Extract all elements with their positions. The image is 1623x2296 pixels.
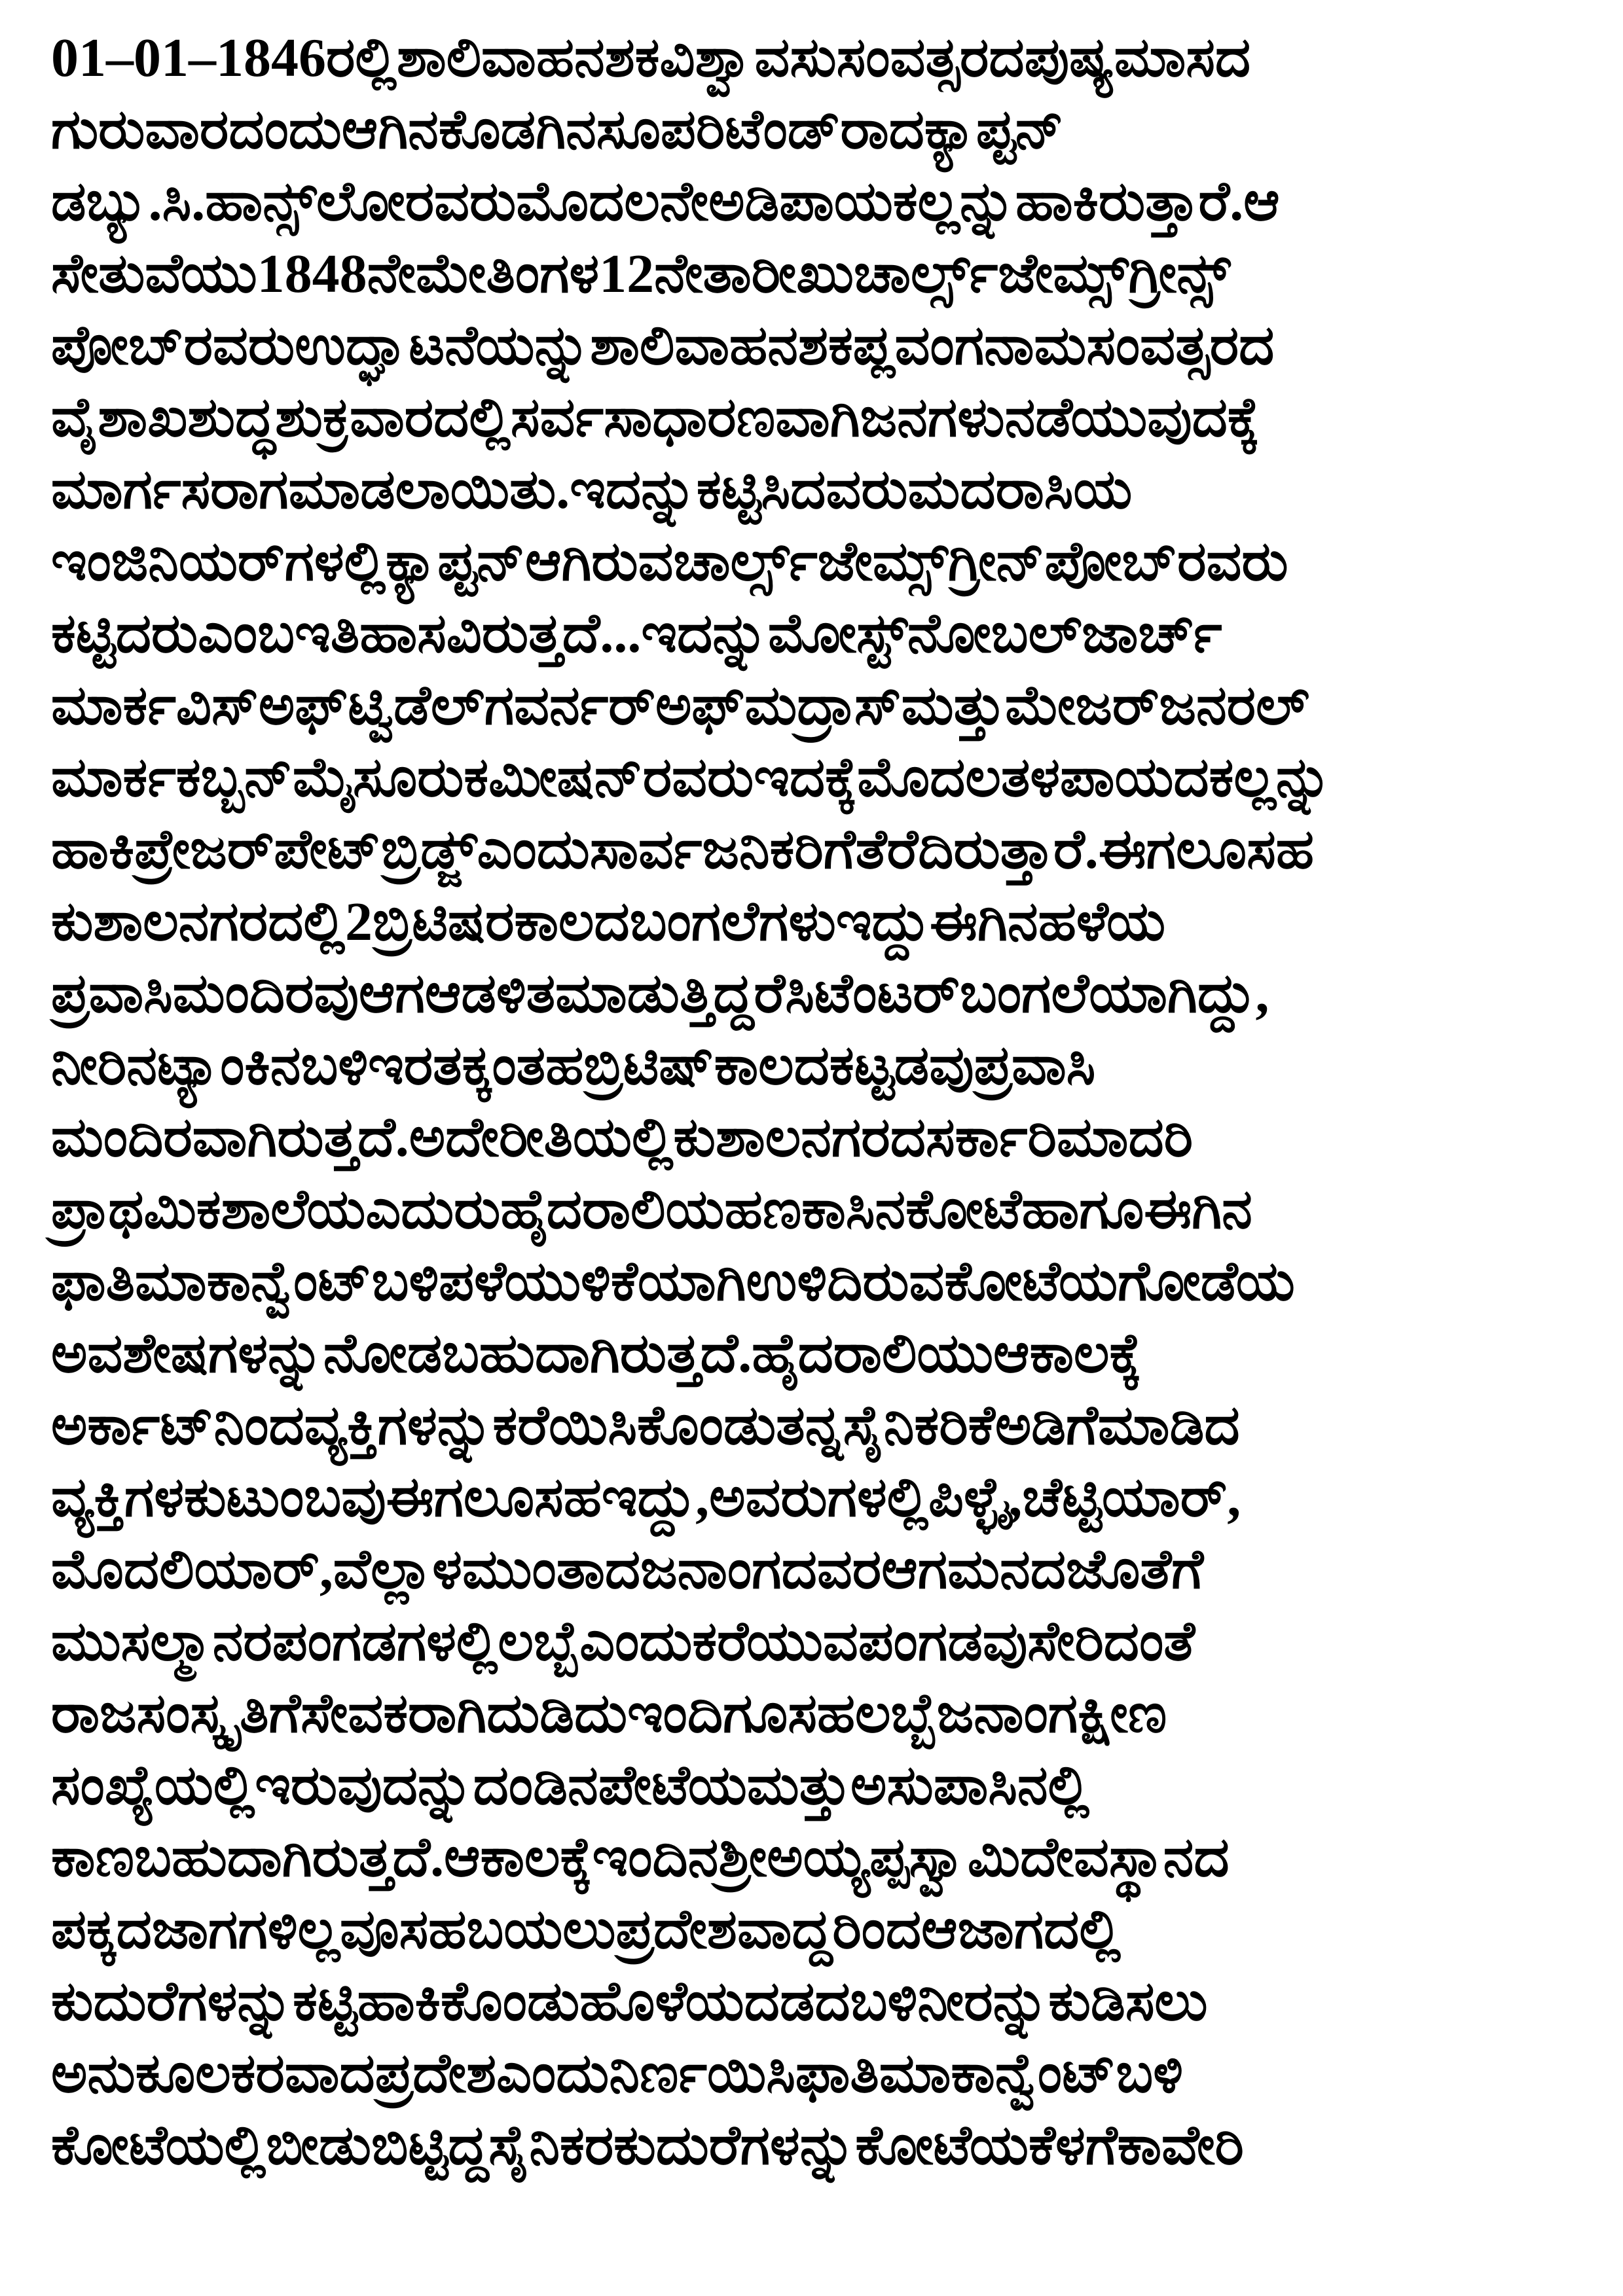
word: ಅದೇ: [409, 1107, 499, 1168]
word: ವ್ಯಕ್ತಿಗಳನ್ನು: [304, 1395, 493, 1456]
word: ಕ್ಷೀಣ: [1078, 1683, 1167, 1744]
word: ಎಂದು: [496, 2043, 610, 2104]
word: ಪಿಳ್ಳೈ,: [928, 1467, 1023, 1528]
text-line: [51, 740, 1614, 812]
word: ಮೈಸೂರು: [293, 747, 464, 808]
word: ಮದರಾಸಿಯ: [907, 459, 1133, 520]
word: ತನ್ನ: [776, 1395, 843, 1456]
text-line: [51, 92, 1614, 164]
text-line: [51, 236, 1614, 308]
word: ಕೋಟೆಯಲ್ಲಿ: [51, 2115, 266, 2176]
word: ಉಳಿದಿರುವ: [746, 1251, 945, 1312]
word: ದೇವಸ್ಥಾನದ: [1020, 1827, 1230, 1888]
word: ಸರ್ವಸಾಧಾರಣವಾಗಿ: [510, 387, 860, 448]
word: ಕ್ಯಾಪ್ಟನ್: [386, 531, 526, 592]
word: ಅರ್ಕಾಟ್‌ನಿಂದ: [51, 1395, 304, 1456]
word: ಬಿಟ್ಟಿದ್ದ: [371, 2115, 489, 2176]
body-text: [51, 20, 1614, 2179]
text-line: [51, 1172, 1614, 1244]
text-line: [51, 524, 1614, 596]
word: ಬಳಿ: [850, 1971, 918, 2032]
word: ರೆಸಿಟೆಂಟರ್: [754, 963, 960, 1024]
word: ಇರತಕ್ಕಂತಹ: [368, 1035, 584, 1096]
word: ಆ: [921, 1899, 958, 1960]
word: ಇರುವುದನ್ನು: [255, 1755, 473, 1816]
word: ಲಬ್ಬೆ: [855, 1683, 937, 1744]
word: ಬೀಡು: [266, 2115, 371, 2176]
text-line: [51, 1964, 1614, 2036]
text-line: [51, 1604, 1614, 1676]
word: ಕಾನ್ವೆಂಟ್: [206, 1251, 372, 1312]
word: ನಡೆಯುವುದಕ್ಕೆ: [1004, 387, 1260, 448]
word: ಸಂವತ್ಸರದ: [836, 27, 1025, 88]
word: ನೀರನ್ನು: [917, 1971, 1049, 2032]
word: ವ್ಯಕ್ತಿಗಳ: [51, 1467, 185, 1528]
word: ಸೇತುವೆಯು: [51, 243, 257, 304]
word: ಮದ್ರಾಸ್: [744, 675, 902, 736]
word: ವೆಲ್ಲಾಳ: [333, 1539, 462, 1600]
word: ಸಹ: [1247, 819, 1314, 880]
word: ಕಬ್ಬನ್: [175, 747, 293, 808]
word: ಪಳೆಯುಳಿಕೆಯಾಗಿ: [439, 1251, 746, 1312]
text-line: [51, 1388, 1614, 1460]
word: ಕಾಲದ: [714, 1035, 830, 1096]
word: ಕಾನ್ವೆಂಟ್: [951, 2043, 1116, 2104]
word: ಮೊದಲನೇ: [516, 171, 709, 232]
word: ಕುಶಾಲನಗರದಲ್ಲಿ: [51, 891, 345, 952]
word: ಇದನ್ನು: [641, 603, 768, 664]
word: ರಾಜಸಂಸ್ಕೃತಿಗೆ: [51, 1683, 301, 1744]
word: ಅಫ್: [655, 675, 745, 736]
word: 12ನೇ: [599, 243, 703, 304]
word: ಮಾದರಿ: [1056, 1107, 1194, 1168]
word: ನೋಬಲ್: [907, 603, 1082, 664]
word: ಮಾರ್ಕ: [51, 747, 176, 808]
word: ಬಳಿ: [371, 1251, 439, 1312]
word: ದಂಡಿನಪೇಟೆಯ: [473, 1755, 747, 1816]
word: ಹೊಳೆಯ: [579, 1971, 744, 2032]
word: ಇದನ್ನು: [570, 459, 697, 520]
word: ವೈಶಾಖ: [51, 387, 188, 448]
text-line: [51, 1100, 1614, 1172]
word: ಈಗಲೂ: [1098, 819, 1247, 880]
word: ಶಾಲೆಯ: [221, 1179, 366, 1240]
word: ಬ್ರಿಟಿಷರ: [372, 891, 515, 952]
word: ಕಟ್ಟಿದರು: [51, 603, 198, 664]
text-line: [51, 1892, 1614, 1964]
word: ಶುದ್ಧ: [187, 387, 276, 448]
word: ಇದ್ದು,: [601, 1467, 710, 1528]
word: ಜನರಲ್: [1159, 675, 1309, 736]
text-line: [51, 2108, 1614, 2179]
word: ಬಳಿ: [301, 1035, 369, 1096]
word: ತಾರೀಖು: [702, 243, 854, 304]
word: ಪ್ರವಾಸಿ: [974, 1035, 1096, 1096]
word: ಪ್ರೇಜರ್: [134, 819, 274, 880]
word: ಕೋಟೆಯ: [944, 1251, 1118, 1312]
text-line: [51, 2036, 1614, 2108]
word: ಅಡಿಪಾಯ: [708, 171, 893, 232]
word: ಎದುರು: [365, 1179, 501, 1240]
word: ಹೈದರಾಲಿಯು: [752, 1323, 994, 1384]
word: ಗೋಡೆಯ: [1118, 1251, 1295, 1312]
word: ಇದಕ್ಕೆ: [754, 747, 858, 808]
word: ಶಕಪ್ಲವಂಗನಾಮ: [797, 315, 1087, 376]
text-line: [51, 668, 1614, 740]
word: 01–01–1846ರಲ್ಲಿ: [51, 27, 397, 88]
word: ಅವಶೇಷಗಳನ್ನು: [51, 1323, 323, 1384]
word: ಕಲ್ಲನ್ನು: [892, 171, 1015, 232]
word: ಕಟ್ಟಡವು: [829, 1035, 974, 1096]
text-line: [51, 1244, 1614, 1316]
word: ಕಟ್ಟಿಸಿದವರು: [696, 459, 908, 520]
word: ಮಾಡುತ್ತಿದ್ದ: [555, 963, 754, 1024]
word: ಇತಿಹಾಸವಿರುತ್ತದೆ...: [295, 603, 642, 664]
word: ಪುಷ್ಯಮಾಸದ: [1024, 27, 1251, 88]
word: ಇಂಜಿನಿಯರ್‌ಗಳಲ್ಲಿ: [51, 531, 386, 592]
word: ಕರೆಯಿಸಿಕೊಂಡು: [492, 1395, 776, 1456]
word: ಲಬ್ಬೆ: [498, 1611, 580, 1672]
text-line: [51, 452, 1614, 524]
word: ಪಂಗಡಗಳಲ್ಲಿ: [272, 1611, 498, 1672]
word: ಸಾರ್ವಜನಿಕರಿಗೆ: [589, 819, 856, 880]
word: ಶ್ರೀ: [718, 1827, 767, 1888]
word: ಸೈನಿಕರ: [488, 2115, 614, 2176]
word: ಹಣಕಾಸಿನ: [724, 1179, 906, 1240]
word: ಚಾರ್ಲ್ಸ್‌ಜೇಮ್ಸ್: [854, 243, 1129, 304]
word: ಮೊದಲ: [857, 747, 1001, 808]
text-line: [51, 1676, 1614, 1748]
word: ದುಡಿದು: [486, 1683, 628, 1744]
word: ಸಹ: [788, 1683, 856, 1744]
word: ಕುದುರೆಗಳನ್ನು: [613, 2115, 856, 2176]
word: ಆ: [1243, 171, 1280, 232]
word: ಪೇಟ್: [274, 819, 382, 880]
word: ಆ: [993, 1323, 1030, 1384]
word: ಸಹ: [534, 1467, 602, 1528]
word: ಸಂಖ್ಯೆಯಲ್ಲಿ: [51, 1755, 255, 1816]
word: ಜೊತೆಗೆ: [1066, 1539, 1204, 1600]
text-line: [51, 1316, 1614, 1388]
word: ಮಂದಿರವಾಗಿರುತ್ತದೆ.: [51, 1107, 409, 1168]
word: ಶುಕ್ರವಾರದಲ್ಲಿ: [275, 387, 511, 448]
word: ಪಂಗಡವು: [858, 1611, 1028, 1672]
text-line: [51, 1460, 1614, 1532]
word: ಸೇರಿದಂತೆ: [1027, 1611, 1195, 1672]
word: ಗುರುವಾರದಂದು: [51, 99, 342, 160]
word: ಮತ್ತು: [901, 675, 1005, 736]
word: ಇಂದಿಗೂ: [627, 1683, 788, 1744]
word: ಕಟ್ಟಿಹಾಕಿಕೊಂಡು: [293, 1971, 580, 2032]
word: ಬಯಲು: [466, 1899, 616, 1960]
word: ಪ್ರಾಥಮಿಕ: [51, 1179, 221, 1240]
word: ನೋಡಬಹುದಾಗಿರುತ್ತದೆ.: [323, 1323, 752, 1384]
word: ಹೈದರಾಲಿಯ: [500, 1179, 725, 1240]
word: ಪೋಬ್‌ರವರು: [1044, 531, 1288, 592]
word: ಚೆಟ್ಟಿಯಾರ್,: [1022, 1467, 1241, 1528]
word: ಕುಡಿಸಲು: [1048, 1971, 1208, 2032]
word: ಹಾಕಿ: [51, 819, 135, 880]
text-line: [51, 956, 1614, 1028]
word: 1848ನೇ: [257, 243, 416, 304]
word: ಕರೆಯುವ: [692, 1611, 858, 1672]
word: ಪಕ್ಕದ: [51, 1899, 152, 1960]
word: ಕಾಲಕ್ಕೆ: [480, 1827, 593, 1888]
word: ಫಾತಿಮಾ: [51, 1251, 207, 1312]
word: ತಳಪಾಯದ: [1000, 747, 1209, 808]
word: ಆಗಮನದ: [881, 1539, 1066, 1600]
word: ಪ್ರದೇಶ: [374, 2043, 497, 2104]
word: ಬ್ರಿಟಿಷ್: [583, 1035, 714, 1096]
text-line: [51, 1028, 1614, 1100]
word: ಜಾರ್ಚ್: [1082, 603, 1222, 664]
word: ರೀತಿಯಲ್ಲಿ: [498, 1107, 674, 1168]
word: ಕಲ್ಲನ್ನು: [1209, 747, 1332, 808]
word: ಕ್ಯಾಪ್ಟನ್: [924, 99, 1064, 160]
word: ಸ್ವಾಮಿ: [909, 1827, 1021, 1888]
word: ಈಗಲೂ: [386, 1467, 535, 1528]
word: ಜನಾಂಗ: [936, 1683, 1078, 1744]
word: ಮಾರ್ಕವಿಸ್: [51, 675, 259, 736]
word: ಆ: [444, 1827, 481, 1888]
word: ಮೋಸ್ಟ್: [767, 603, 907, 664]
text-line: [51, 380, 1614, 452]
word: ಕುಶಾಲನಗರದ: [673, 1107, 926, 1168]
word: ಹಾಕಿರುತ್ತಾರೆ.: [1015, 171, 1244, 232]
word: ಆಡಳಿತ: [424, 963, 556, 1024]
word: ಹಳೆಯ: [1038, 891, 1166, 952]
word: ಜಾಗಗಳಿಲ್ಲವೂ: [151, 1899, 399, 1960]
word: ಕುಟುಂಬವು: [184, 1467, 386, 1528]
text-line: [51, 884, 1614, 956]
text-line: [51, 1820, 1614, 1892]
word: ಜಾಗದಲ್ಲಿ: [957, 1899, 1121, 1960]
word: ಪ್ರದೇಶವಾದ್ದರಿಂದ: [615, 1899, 922, 1960]
word: ಸರ್ಕಾರಿ: [925, 1107, 1057, 1168]
word: ಸಂವತ್ಸರದ: [1086, 315, 1275, 376]
word: ಚಾರ್ಲ್ಸ್‌ಜೇಮ್ಸ್: [673, 531, 948, 592]
word: ಮೊದಲಿಯಾರ್,: [51, 1539, 333, 1600]
word: ಈಗಿನ: [1144, 1179, 1252, 1240]
word: ಬ್ರಿಡ್ಜ್: [381, 819, 477, 880]
word: ವಿಶ್ವಾವಸು: [659, 27, 837, 88]
word: ಟ್ವಿಡೆಲ್: [348, 675, 484, 736]
word: ಬಂಗಲೆಗಳು: [629, 891, 836, 952]
word: ಕೆಳಗೆ: [1029, 2115, 1118, 2176]
text-line: [51, 164, 1614, 236]
word: ಮುಂತಾದ: [462, 1539, 641, 1600]
word: ಮತ್ತು: [746, 1755, 851, 1816]
word: ತೆರೆದಿರುತ್ತಾರೆ.: [855, 819, 1099, 880]
word: ಆಗಿನ: [341, 99, 439, 160]
word: ಎಂದು: [579, 1611, 693, 1672]
word: ಸೇವಕರಾಗಿ: [301, 1683, 487, 1744]
text-line: [51, 1748, 1614, 1820]
text-line: [51, 596, 1614, 668]
word: ಆಗಿರುವ: [525, 531, 674, 592]
word: ಎಂಬ: [198, 603, 295, 664]
word: ಕೋಟೆ: [905, 1179, 1022, 1240]
word: ಶಕ: [604, 27, 660, 88]
word: ದಡದ: [744, 1971, 850, 2032]
word: ಗ್ರೀನ್: [947, 531, 1045, 592]
word: ಅಯ್ಯಪ್ಪ: [767, 1827, 909, 1888]
word: ಅವರುಗಳಲ್ಲಿ: [709, 1467, 929, 1528]
word: ಉದ್ಘಾಟನೆಯನ್ನು: [295, 315, 591, 376]
word: ಟ್ಯಾಂಕಿನ: [156, 1035, 301, 1096]
text-line: [51, 20, 1614, 92]
word: ಸಹ: [399, 1899, 467, 1960]
word: ಸೂಪರಿಟೆಂಡ್‌ರಾದ: [596, 99, 924, 160]
word: ಈಗಿನ: [930, 891, 1038, 952]
word: ಅನುಕೂಲಕರವಾದ: [51, 2043, 375, 2104]
word: ಫಾತಿಮಾ: [795, 2043, 951, 2104]
word: ಜನಾಂಗದವರ: [640, 1539, 882, 1600]
word: ಡಬ್ಯು.ಸಿ.ಹಾನ್ಸ್‌ಲೋರವರು: [51, 171, 517, 232]
text-line: [51, 812, 1614, 884]
word: ಗವರ್ನರ್: [484, 675, 655, 736]
word: ತಿಂಗಳ: [486, 243, 600, 304]
text-line: [51, 1532, 1614, 1604]
word: ಶಾಲಿವಾಹನ: [590, 315, 798, 376]
word: ಜನಗಳು: [860, 387, 1005, 448]
word: ಕಮೀಷನ್‌ರವರು: [464, 747, 754, 808]
word: ಕೋಟೆಯ: [855, 2115, 1029, 2176]
word: ಅಸುಪಾಸಿನಲ್ಲಿ: [850, 1755, 1090, 1816]
word: ಮುಸಲ್ಮಾನರ: [51, 1611, 272, 1672]
word: ಮಾಡಲಾಯಿತು.: [288, 459, 570, 520]
word: ಬಳಿ: [1116, 2043, 1184, 2104]
word: ಬಂಗಲೆಯಾಗಿದ್ದು,: [959, 963, 1269, 1024]
word: ಇದ್ದು: [835, 891, 930, 952]
word: ಕಾಲಕ್ಕೆ: [1029, 1323, 1142, 1384]
word: ಕೊಡಗಿನ: [438, 99, 596, 160]
word: ಆಗ: [358, 963, 425, 1024]
word: ಎಂದು: [477, 819, 590, 880]
text-line: [51, 308, 1614, 380]
word: ನೀರಿನ: [51, 1035, 157, 1096]
word: ಶಾಲಿವಾಹನ: [396, 27, 605, 88]
word: ಕುದುರೆಗಳನ್ನು: [51, 1971, 293, 2032]
word: ಮೇ: [415, 243, 486, 304]
word: ಅಫ್: [258, 675, 348, 736]
word: ಮೇಜರ್: [1004, 675, 1159, 736]
word: ಮಾರ್ಗಸರಾಗ: [51, 459, 289, 520]
word: ಕಾವೇರಿ: [1117, 2115, 1244, 2176]
word: ಕಾಣಬಹುದಾಗಿರುತ್ತದೆ.: [51, 1827, 445, 1888]
word: ಹಾಗೂ: [1021, 1179, 1144, 1240]
word: ಪೋಬ್‌ರವರು: [51, 315, 295, 376]
word: ಕಾಲದ: [514, 891, 630, 952]
word: ನಿರ್ಣಯಿಸಿ: [609, 2043, 795, 2104]
word: ಪ್ರವಾಸಿಮಂದಿರವು: [51, 963, 359, 1024]
word: ಅಡಿಗೆಮಾಡಿದ: [994, 1395, 1240, 1456]
word: ಇಂದಿನ: [592, 1827, 719, 1888]
word: ಗ್ರೀನ್ಸ್: [1128, 243, 1231, 304]
word: ಸೈನಿಕರಿಕೆ: [843, 1395, 995, 1456]
word: 2: [344, 891, 373, 952]
